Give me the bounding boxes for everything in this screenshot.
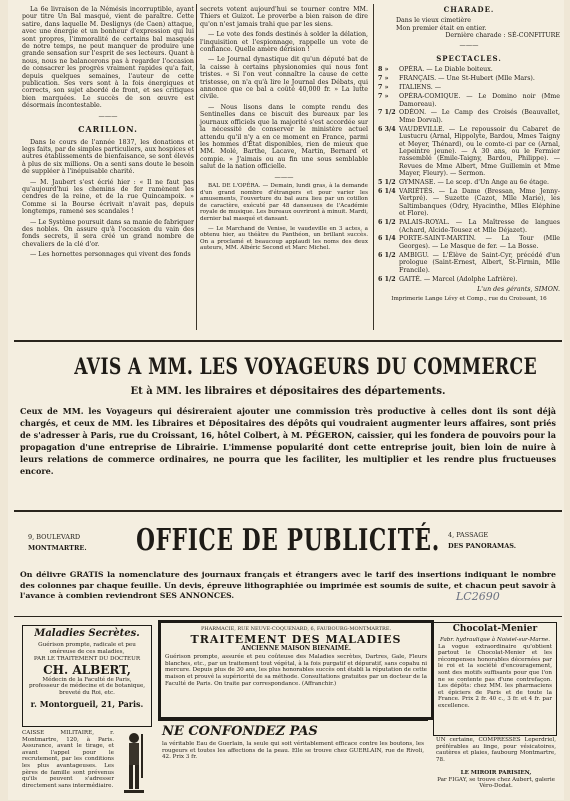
spectacle-row [378, 75, 560, 82]
spectacle-text: PORTE-SAINT-MARTIN. — La Tour (Mlle Georges). — Le Masque de fer. — La Bosse. [399, 235, 560, 250]
charade-line: Dans le vieux cimetière [396, 17, 471, 25]
spectacle-row [378, 235, 560, 250]
carillon-paragraph: — Le Système poursuit dans sa manie de fabriquer des nobles. On assure qu'à l'occasion du vain des fonds secrets, il sera créé un grand nombre de chevaliers de la clé d'or. [22, 218, 194, 248]
office-address-right [448, 530, 516, 552]
ad-miroir [436, 770, 556, 790]
ad-body [161, 623, 431, 690]
office-address-line: MONTMARTRE. [28, 544, 87, 552]
spectacle-time: 8 » [378, 66, 389, 74]
column-right [378, 6, 560, 303]
ad-title: TRAITEMENT DES MALADIES [190, 632, 402, 646]
spectacle-time: 7 1/2 [378, 109, 396, 117]
ad-text: PAR LE TRAITEMENT DU DOCTEUR [33, 656, 141, 663]
ad-chocolat [433, 622, 557, 736]
spectacle-row [378, 219, 560, 234]
ad-text: la véritable Eau de Guerlain, la seule qui soit véritablement efficace contre les boutons, les rougeurs et toutes les affections de la peau. Elle se trouve chez GUERLAIN, rue de Rivoli, 42. Prix 3 fr. [162, 741, 424, 761]
column-left [22, 6, 194, 262]
spectacle-text: ITALIENS. — [399, 84, 442, 92]
charade-line: Mon premier était en entier. [396, 24, 487, 32]
spectacle-row [378, 66, 560, 73]
separator-rule: ——— [459, 41, 479, 49]
spectacle-row [378, 276, 560, 283]
spectacle-time: 6 1/4 [378, 188, 396, 196]
office-address-line: 9, BOULEVARD [28, 533, 81, 541]
charade-answer: Dernière charade : SÉ-CONFITURE [445, 32, 560, 40]
spectacle-row [378, 252, 560, 274]
ad-ne-confondez [158, 720, 428, 801]
handwritten-annotation: LC2690 [456, 590, 500, 603]
ad-text: Guérison prompte, assurée et peu coûteuse des Maladies secrètes, Dartres, Gale, Fleurs blanches, etc., par un traitement tout végétal, à la fois purgatif et dépuratif, sans copahu ni mercure. Depuis plus de 30 ans, les plus honorables succès ont établi la réputation de cette maison et prouvé la supériorité de sa méthode. Consultations gratuites par un docteur de la Faculté de Paris. On traite par correspondance. (Affranchir.) [165, 654, 427, 687]
ad-header: PHARMACIE, RUE NEUVE-COQUENARD, 6, FAUBOURG-MONTMARTRE. [200, 626, 392, 632]
spectacle-text: PALAIS-ROYAL. — La Maîtresse de langues (Achard, Alcide-Tousez et Mlle Déjazet). [399, 219, 560, 234]
ad-title: LE MIROIR PARISIEN, [460, 770, 532, 776]
ad-subtitle: ANCIENNE MAISON BIENAIMÉ. [241, 644, 351, 652]
ad-address: r. Montorgueil, 21, Paris. [30, 698, 144, 709]
carillon-paragraph: Dans le cours de l'année 1837, les donations et legs faits, par de simples particuliers, aux hospices et autres établissements de bienfaisance, se sont élevés à plus de six millions. On a senti sans doute le besoin de suppléer à l'inépuisable charité. [22, 138, 194, 176]
ad-text: La vogue extraordinaire qu'obtient partout le Chocolat-Menier et les récompenses honorables décernées par le roi et la société d'encouragement, sont des motifs suffisants pour que l'on ne se contente pas d'une contrefaçon. Les dépôts: chez MM. les pharmaciens et épiciers de Paris et de toute la France. Prix 2 fr. 40 c., 3 fr. et 4 fr. par excellence. [438, 643, 552, 709]
ad-body [434, 634, 556, 713]
office-title: OFFICE DE PUBLICITÉ. [136, 523, 440, 558]
gerant-signature: L'un des gérants, SIMON. [477, 285, 560, 293]
section-divider [14, 510, 562, 512]
ad-albert [22, 625, 152, 727]
spectacle-row [378, 188, 560, 218]
spectacle-time: 6 1/2 [378, 275, 396, 283]
carillon-heading: CARILLON. [78, 124, 138, 135]
spectacle-row [378, 109, 560, 124]
spectacle-text: AMBIGU. — L'Élève de Saint-Cyr, précédé d'un prologue (Saint-Ernest, Albert, St-Firmin, Mlle Francile). [399, 251, 560, 274]
ad-compresses: UN certaine, COMPRESSES Leperdriel, préférables au linge, pour vésicatoires, cautères et plaies, faubourg Montmartre, 78. [436, 737, 556, 763]
ad-subtitle: Fabr. hydraulique à Noisiel-sur-Marne. [439, 637, 551, 643]
avis-body: Ceux de MM. les Voyageurs qui désireraient ajouter une commission très productive à celles dont ils sont déjà chargés, et ceux de MM. les Libraires et Dépositaires des dépôts qui voudraient augmenter leurs affaires, sont priés de s'adresser à Paris, rue du Croissant, 16, hôtel Colbert, à M. PÉGERON, caissier, qui les fondera de pouvoirs pour la propagation d'une entreprise de Librairie. L'immense popularité dont cette entreprise jouit, bien loin de nuire à leurs relations de commerce ordinaires, ne pourra que les faciliter, les multiplier et les rendre plus fructueuses encore. [20, 406, 556, 476]
ad-text: Médecin de la Faculté de Paris, professeur de médecine et de botanique, breveté du Roi, etc. [28, 676, 146, 696]
ad-body [23, 639, 151, 712]
spectacle-text: VAUDEVILLE. — Le repoussoir du Cabaret de Lustucru (Arnal, Hippolyte, Bardou, Mmes Taigny et Meyer, Thénard), ou le comte-ci par ce (Arnal, Lepeintre jeune). — À 30 ans, ou le Fermier rassemblé (Emile-Taigny, Bardou, Philippe). — Revues de Mme Albert, Mme Guillemin et Mme Mayer, Fleury). — Sermon. [399, 125, 560, 178]
column-middle [200, 6, 368, 255]
spectacle-time: 6 3/4 [378, 125, 396, 133]
section-divider [14, 340, 562, 342]
ad-text: Guérison prompte, radicale et peu onéreuse de ces maladies, [38, 642, 136, 655]
ad-caisse-militaire: CAISSE MILITAIRE, r. Montmartre, 120, à Paris. Assurance, avant le tirage, et avant l'appel pour le recrutement, par les conditions les plus avantageuses. Les pères de famille sont prévenus qu'ils peuvent s'adresser directement sans intermédiaire. [22, 730, 114, 789]
ad-text: Par FIGAY, se trouve chez Aubert, galerie Véro-Dodat. [437, 776, 555, 790]
spectacle-time: 7 » [378, 84, 389, 92]
ad-title: Maladies Secrètes. [34, 628, 140, 639]
office-address-line: DES PANORAMAS. [448, 542, 517, 550]
avis-subtitle: Et à MM. les libraires et dépositaires des départements. [130, 386, 446, 397]
spectacle-row [378, 84, 560, 91]
spectacle-text: GAITÉ. — Marcel (Adolphe Lafrière). [399, 275, 518, 283]
avis-title: AVIS A MM. LES VOYAGEURS DU COMMERCE [74, 354, 538, 380]
article-paragraph: — Le Journal dynastique dit qu'un député bat de la caisse à certains physionomies qui nous font tristes. « Si l'on veut connaître la cause de cette tristesse, on n'a qu'à lire le Journal des Débats, qui annonce que ce bal a coûté 40,000 fr. » La lutte civile. [200, 56, 368, 101]
spectacle-text: VARIÉTÉS. — La Dame (Bressan, Mme Jenny-Vertpré). — Suzette (Cazot, Mlle Marie), les Saltimbanques (Odry, Hyacinthe, Mlles Eléphine et Flore). [399, 188, 560, 218]
carillon-paragraph: — Les hornettes personnages qui vivent des fonds [30, 251, 191, 259]
article-paragraph: — Nous lisons dans le compte rendu des Sentinelles dans ce biscuit des bureaux par les journaux officiels que la majorité s'est accordée sur la nécessité de conserver le ministère actuel attendu qu'il n'y a en ce moment en France, parmi les hommes d'État disponibles, rien de mieux que MM. Molé, Barthe, Lacave, Martin, Bernard et compie. » J'aimais ou au fin une sous semblable salut de la nation officielle. [200, 103, 368, 171]
opera-announcement: BAL DE L'OPÉRA. — Demain, lundi gras, à la demande d'un grand nombre d'étrangers et pour varier les amusements, l'ouverture du bal aura lieu par un cotillon de caractère, exécuté par 48 danseuses de l'Académie royale de musique. Les bureaux ouvriront à minuit. Mardi, dernier bal masqué et dansant. [200, 182, 368, 222]
printer-imprint: Imprimerie Lange Lévy et Comp., rue du Croissant, 16 [391, 296, 547, 303]
spectacle-row [378, 179, 560, 186]
article-paragraph: secrets votent aujourd'hui se tourner contre MM. Thiers et Guizot. Le proverbe a bien raison de dire qu'on n'est jamais trahi que par les siens. [200, 6, 368, 28]
spectacle-time: 6 1/2 [378, 219, 396, 227]
carillon-paragraph: — M. Jaubert s'est écrié hier : « Il ne faut pas qu'aujourd'hui les chemins de fer ramènent les cendres de la reine, et de la rue Quincampoix. » Comme si la Bourse écrivait n'avait pas, depuis longtemps, ramené ses scandales ! [22, 178, 194, 216]
spectacle-time: 6 1/4 [378, 235, 396, 243]
separator-rule: ——— [274, 173, 294, 181]
column-rule [196, 4, 197, 330]
ad-title: NE CONFONDEZ PAS [162, 724, 318, 739]
spectacle-time: 7 » [378, 93, 389, 101]
office-body: On délivre GRATIS la nomenclature des journaux français et étrangers avec le tarif des insertions indiquant le nombre des colonnes par chaque feuille. Un devis, épreuve lithographiée ou imprimée est soumis de suite, et chacun peut savoir à l'avance à combien reviendront SES ANNONCES. [20, 570, 556, 600]
charade-heading: CHARADE. [443, 5, 495, 14]
soldier-illustration [116, 730, 152, 796]
spectacle-time: 7 » [378, 75, 389, 83]
ad-traitement [158, 620, 434, 720]
ad-title: Chocolat-Menier [452, 624, 538, 634]
spectacle-text: FRANÇAIS. — Une St-Hubert (Mlle Mars). [399, 75, 535, 83]
nemesis-paragraph: La 6e livraison de la Némésis incorruptible, ayant pour titre Un Bal masqué, vient de paraître. Cette satire, dans laquelle M. Deslignys (de Caen) attaque, avec une énergie et un bonheur d'expression qui lui sont propres, l'immoralité de certains bal masqués de notre temps, ne peut manquer de produire une grande sensation sur l'esprit de ses lecteurs. Quant à nous, nous ne balancerons pas à regarder l'occasion de consacrer les progrès vraiment rapides qu'a fait, depuis quelques semaines, l'auteur de cette publication. Ses vers sont à la fois énergiques et corrects, son sujet abordé de front, et ses critiques bien marquées. Le succès de son œuvre est désormais incontestable. [22, 6, 194, 110]
spectacles-list [378, 66, 560, 282]
spectacles-heading: SPECTACLES. [436, 54, 502, 64]
separator-rule: ——— [98, 112, 118, 120]
spectacle-time: 6 1/2 [378, 251, 396, 259]
column-rule [373, 4, 374, 330]
article-paragraph: — Le vote des fonds destinés à solder la délation, l'inquisition et l'espionnage, rappelle un vote de confiance. Quelle amère dérision ! [200, 31, 368, 54]
spectacle-row [378, 93, 560, 108]
spectacle-row [378, 126, 560, 178]
spectacle-text: GYMNASE. — Le scep. d'Un Ange au 6e étage. [399, 179, 550, 187]
ad-doctor-name: CH. ALBERT, [43, 662, 131, 677]
spectacle-time: 5 1/2 [378, 179, 396, 187]
office-address-line: 4, PASSAGE [448, 531, 489, 539]
section-divider [14, 616, 562, 617]
spectacle-text: OPÉRA-COMIQUE. — Le Domino noir (Mme Damoreau). [399, 93, 560, 108]
spectacle-text: ODÉON. — Le Camp des Croisés (Beauvallet, Mme Dorval). [399, 109, 560, 124]
office-address-left [28, 532, 87, 554]
theatre-announcement: — Le Marchand de Venise, le vaudeville en 3 actes, a obtenu hier, au théâtre du Panthéon, un brillant succès. On a proclamé et beaucoup applaudi les noms des deux auteurs, MM. Albéric Second et Marc Michel. [200, 225, 368, 252]
spectacle-text: OPÉRA. — Le Diable boiteux. [399, 66, 493, 74]
